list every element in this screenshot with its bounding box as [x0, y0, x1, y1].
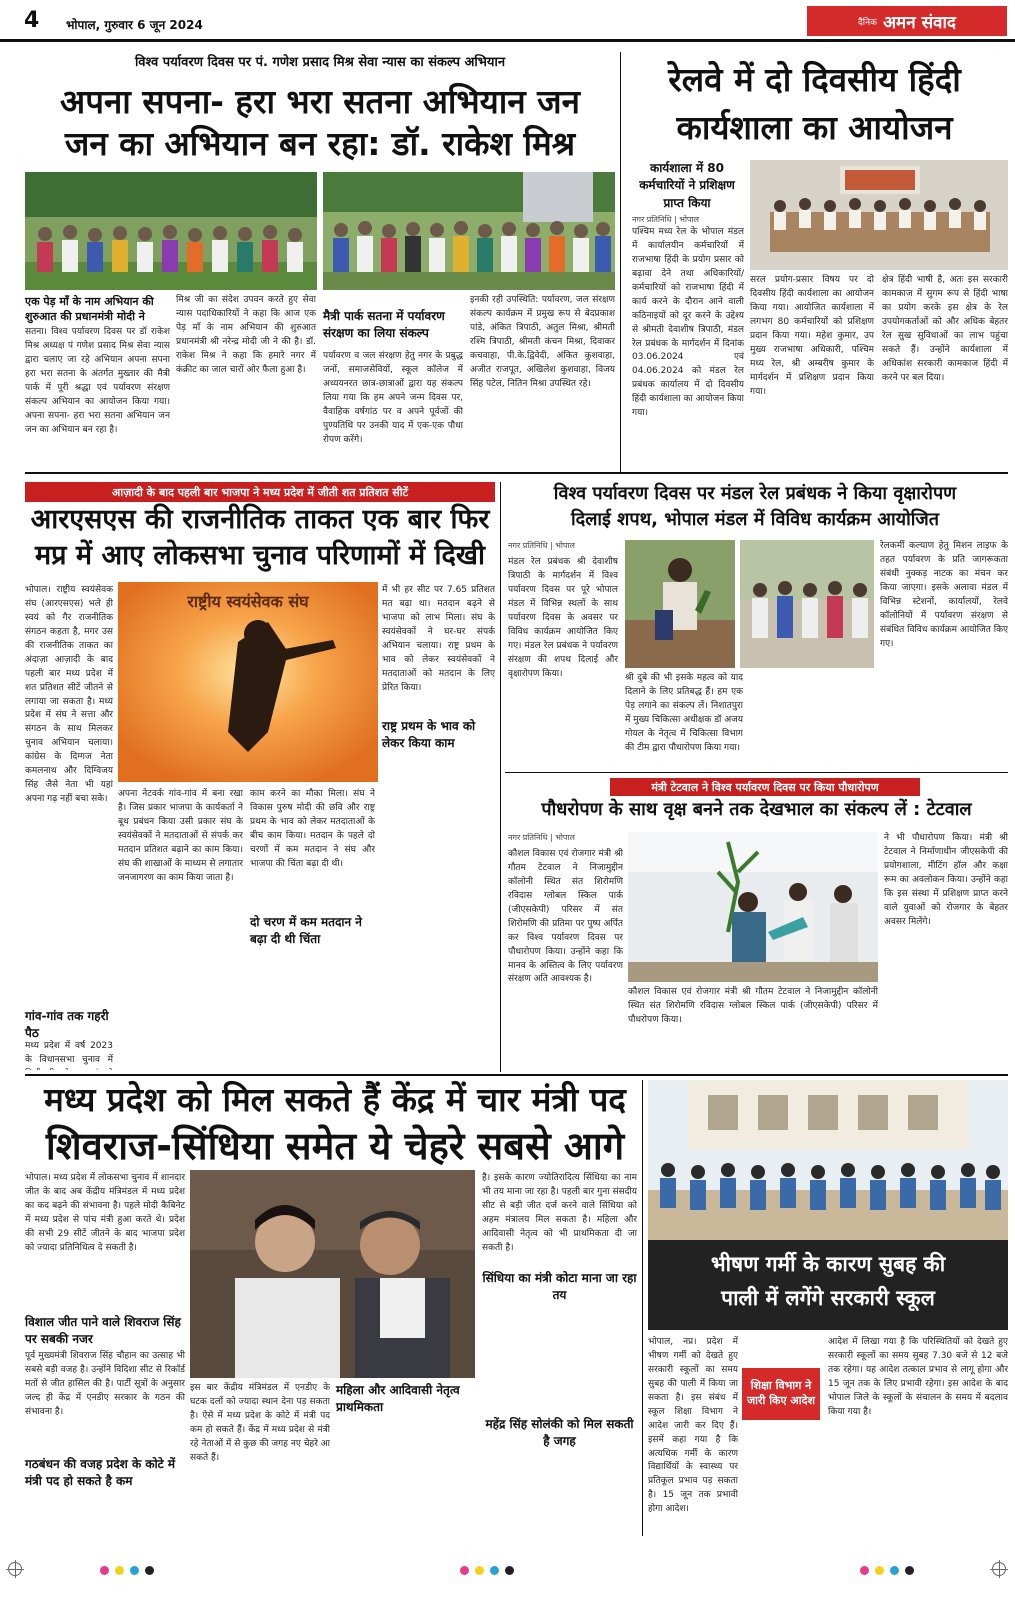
story6-subhead3: सिंधिया का मंत्री कोटा माना जा रहा तय — [482, 1271, 637, 1303]
story2-deck: कार्यशाला में 80 कर्मचारियों ने प्रशिक्षण प्राप्त किया — [639, 161, 735, 210]
registration-mark — [8, 1562, 22, 1576]
color-bar — [460, 1566, 514, 1575]
color-dot — [860, 1566, 869, 1575]
color-dot — [475, 1566, 484, 1575]
story2-body-col1: पश्चिम मध्य रेल के भोपाल मंडल में कार्यालयीन कर्मचारियों में राजभाषा हिंदी के प्रयोग प्रसार को बढ़ावा देने तथा अधिकारियों/कर्मचारियों को राजभाषा हिंदी में कार्य करने के दौरान आने वाली कठिनाइयों को दूर करने के उद्देश्य से श्रीमती देवाशीष त्रिपाठी, मंडल रेल प्रबंधक के मार्गदर्शन में दिनांक 03.06.2024 एवं 04.06.2024 को मंडल रेल प्रबंधक कार्यालय में दो दिवसीय हिंदी कार्यशाला का आयोजन किया गया। — [632, 227, 744, 419]
story1-body-col1: सतना। विश्व पर्यावरण दिवस पर डॉ राकेश मिश्र अध्यक्ष पं गणेश प्रसाद मिश्र सेवा न्यास द्वारा चलाए जा रहे अभियान अपना सपना हरा भरा सतना के अंतर्गत मुख्तार की मैत्री पार्क में पूरी श्रद्धा एवं पर्यावरण संरक्षण संकल्प अभियान का आयोजन किया गया। अपना सपना- हरा भरा सतना अभियान जन जन का अभियान बन रहा है। — [25, 327, 170, 435]
registration-mark — [992, 1562, 1006, 1576]
page-number: 4 — [24, 8, 40, 33]
color-dot — [490, 1566, 499, 1575]
section-divider — [505, 772, 1008, 773]
color-dot — [115, 1566, 124, 1575]
story1-body-col2: मिश्र जी का संदेश उपवन करते हुए सेवा न्यास पदाधिकारियों ने कहा कि आज एक पेड़ माँ के नाम अभियान की शुरुआत प्रधानमंत्री श्री नरेन्द्र मोदी जी ने की है। डॉ. राकेश मिश्र ने कहा कि हमारे नगर में कंक्रीट का जाल चारों ओर फैला हुआ है। — [176, 295, 316, 375]
story6-body-col3: है। इसके कारण ज्योतिरादित्य सिंधिया का नाम भी तय माना जा रहा है। पहली बार गुना संसदीय सीट से बड़ी जीत दर्ज करने वाले सिंधिया को अहम मंत्रालय मिल सकता है। महिला और आदिवासी नेतृत्व को भी प्राथमिकता दी जा सकती है। — [482, 1173, 637, 1253]
column-divider — [642, 1080, 643, 1536]
story3-headline-line1: आरएसएस की राजनीतिक ताकत एक बार फिर — [30, 504, 490, 535]
story4-headline-line2: दिलाई शपथ, भोपाल मंडल में विविध कार्यक्रम आयोजित — [570, 509, 940, 530]
color-dot — [100, 1566, 109, 1575]
story4-body-col2: श्री दुबे की भी इसके महत्व को याद दिलाने के लिए प्रतिबद्ध हैं। हम एक पेड़ लगाने का संकल्प लें। निशातपुरा में मुख्य चिकित्सा अधीक्षक डॉ अजय गोयल के नेतृत्व में चिकित्सा विभाग की टीम द्वारा पौधारोपण किया गया। — [625, 673, 743, 753]
color-dot — [875, 1566, 884, 1575]
story5-body-col1: कौशल विकास एवं रोजगार मंत्री श्री गौतम टेटवाल ने निजामुद्दीन कॉलोनी स्थित संत शिरोमणि रविदास ग्लोबल स्किल पार्क (जीएसकेपी) परिसर में संत शिरोमणि की प्रतिमा पर पुष्प अर्पित कर विश्व पर्यावरण दिवस पर पौधारोपण किया। उन्होंने कहा कि मानव के अस्तित्व के लिए पर्यावरण संरक्षण अति आवश्यक है। — [508, 849, 623, 985]
story5-headline: पौधरोपण के साथ वृक्ष बनने तक देखभाल का संकल्प लें : टेटवाल — [541, 799, 972, 820]
story6-subhead1: विशाल जीत पाने वाले शिवराज सिंह पर सबकी नजर — [25, 1315, 181, 1347]
story5-byline: नगर प्रतिनिधि | भोपाल — [508, 833, 575, 842]
story7-body-col1: भोपाल, नप्र। प्रदेश में भीषण गर्मी को देखते हुए सरकारी स्कूलों का समय सुबह की पाली में किया जा सकता है। इस संबंध में स्कूल शिक्षा विभाग ने आदेश जारी कर दिए हैं। इसमें कहा गया है कि अत्यधिक गर्मी के कारण विद्यार्थियों के स्वास्थ्य पर प्रतिकूल प्रभाव पड़ सकता है। 15 जून तक प्रभावी होगा आदेश। — [648, 1337, 738, 1515]
story3-subhead1: गांव-गांव तक गहरी पैठ — [25, 1009, 109, 1041]
story7-redbox: शिक्षा विभाग ने जारी किए आदेश — [742, 1368, 820, 1420]
story1-headline-line2: जन का अभियान बन रहा: डॉ. राकेश मिश्र — [64, 124, 576, 163]
color-dot — [890, 1566, 899, 1575]
story7-headline-line1: भीषण गर्मी के कारण सुबह की — [710, 1252, 946, 1276]
story6-headline-line1: मध्य प्रदेश को मिल सकते हैं केंद्र में चार मंत्री पद — [44, 1080, 626, 1119]
story7-headline-line2: पाली में लगेंगे सरकारी स्कूल — [721, 1286, 935, 1310]
story1-kicker: विश्व पर्यावरण दिवस पर पं. गणेश प्रसाद मिश्र सेवा न्यास का संकल्प अभियान — [134, 55, 506, 70]
story3-body-col3: काम करने का मौका मिला। संघ ने विकास पुरुष मोदी की छवि और राष्ट्र प्रथम के भाव को लेकर मतदाताओं के बीच काम किया। मतदान के पहले दो चरणों में कम मतदान ने संघ और भाजपा की चिंता बढ़ा दी थी। — [250, 789, 375, 869]
story6-body-col1: भोपाल। मध्य प्रदेश में लोकसभा चुनाव में शानदार जीत के बाद अब केंद्रीय मंत्रिमंडल में मध्य प्रदेश का कद बढ़ने की संभावना है। पहले मोदी कैबिनेट में मध्य प्रदेश से पांच मंत्री हुआ करते थे। प्रदेश की सभी 29 सीटें जीतने के बाद भाजपा प्रदेश को ज्यादा प्रतिनिधित्व दे सकती है। — [25, 1173, 185, 1253]
color-bar — [100, 1566, 154, 1575]
masthead-prefix: दैनिक — [858, 17, 878, 28]
story1-headline-line1: अपना सपना- हरा भरा सतना अभियान जन — [60, 82, 580, 121]
story1-photo-right — [323, 172, 615, 290]
story1-caption: एक पेड़ माँ के नाम अभियान की शुरुआत की प्रधानमंत्री मोदी ने — [25, 295, 154, 324]
story4-headline-line1: विश्व पर्यावरण दिवस पर मंडल रेल प्रबंधक ने किया वृक्षारोपण — [553, 483, 957, 504]
story3-body-col1b: मध्य प्रदेश में वर्ष 2023 के विधानसभा चुनाव में — [25, 1041, 113, 1065]
story1-photo-left — [25, 172, 317, 290]
column-divider — [500, 482, 501, 1072]
story1-subhead: मैत्री पार्क सतना में पर्यावरण संरक्षण का लिया संकल्प — [323, 309, 445, 341]
story5-photo — [628, 832, 878, 982]
story2-body-col2: सरल प्रयोग-प्रसार विषय पर दो दिवसीय हिंदी कार्यशाला का आयोजन किया गया। आयोजित कार्यशाला में लगभग 80 कर्मचारियों को प्रशिक्षण प्रदान किया गया। महेश कुमार, उप मुख्य राजभाषा अधिकारी, पश्चिम मध्य रेल, श्री अम्बरीष कुमार के मार्गदर्शन में प्रशिक्षण प्रदान किया गया। — [750, 275, 874, 397]
story7-body-col2: आदेश में लिखा गया है कि परिस्थितियों को देखते हुए सरकारी स्कूलों का समय सुबह 7.30 बजे से 12 बजे तक रहेगा। यह आदेश तत्काल प्रभाव से लागू होगा और 15 जून तक के लिए प्रभावी रहेगा। इस आदेश के बाद भोपाल जिले के स्कूलों के संचालन के समय में बदलाव किया गया है। — [828, 1337, 1008, 1417]
story2-headline-line1: रेलवे में दो दिवसीय हिंदी — [668, 60, 961, 99]
section-divider — [25, 1074, 1008, 1076]
story3-subhead2: राष्ट्र प्रथम के भाव को लेकर किया काम — [382, 719, 476, 751]
story4-byline: नगर प्रतिनिधि | भोपाल — [508, 541, 575, 550]
column-divider — [620, 52, 621, 472]
story6-subhead2: गठबंधन की वजह प्रदेश के कोटे में मंत्री पद हो सकते है कम — [25, 1457, 176, 1489]
story1-body-col4: इनकी रही उपस्थिति: पर्यावरण, जल संरक्षण संकल्प कार्यक्रम में प्रमुख रूप से बेदप्रकाश पांडे, अंकित त्रिपाठी, अतुल मिश्रा, श्रीमती रश्मि त्रिपाठी, श्रीमती कंचन मिश्रा, दिवाकर कचवाहा, पी.के.द्विवेदी, अंकित कुशवाहा, अजीत राजपूत, अखिलेश कुशवाहा, विजय सिंह पटेल, नितिन मिश्रा उपस्थित रहे। — [470, 295, 615, 389]
story3-body-col1: भोपाल। राष्ट्रीय स्वयंसेवक संघ (आरएसएस) भले ही स्वयं को गैर राजनीतिक संगठन कहता है, मगर उस की राजनीतिक ताकत का अंदाज़ा आज़ादी के बाद पहली बार मध्य प्रदेश में शत प्रतिशत सीटें जीतने से लगाया जा सकता है। मध्य प्रदेश में संघ ने सत्ता और संगठन के साथ मिलकर चुनाव अभियान चलाया। कांग्रेस के दिग्गज नेता कमलनाथ और दिग्विजय सिंह जैसे नेता भी यहां अपना गढ़ नहीं बचा सके। — [25, 585, 113, 805]
color-dot — [130, 1566, 139, 1575]
story4-photo-2 — [740, 540, 874, 668]
dateline: भोपाल, गुरुवार 6 जून 2024 — [66, 18, 203, 32]
story2-byline: नगर प्रतिनिधि | भोपाल — [632, 215, 699, 224]
story6-subhead5: महिला और आदिवासी नेतृत्व प्राथमिकता — [336, 1383, 460, 1415]
color-dot — [460, 1566, 469, 1575]
story3-body-col2: अपना नेटवर्क गांव-गांव में बना रखा है। जिस प्रकार भाजपा के कार्यकर्ता ने बूथ प्रबंधन किया उसी प्रकार संघ के स्वयंसेवकों ने मतदाताओं से संपर्क कर मतदान प्रतिशत बढ़ाने का काम किया। संघ की शाखाओं के माध्यम से लगातार जनजागरण का काम किया जाता है। — [118, 789, 243, 883]
story3-banner-image — [118, 582, 378, 782]
story2-photo — [750, 160, 1008, 270]
story3-body-col4: में भी हर सीट पर 7.65 प्रतिशत मत बढ़ा था। मतदान बढ़ने से भाजपा को लाभ मिला। संघ के स्वयंसेवकों ने घर-घर संपर्क अभियान चलाया। राष्ट्र प्रथम के भाव को लेकर स्वयंसेवकों ने मतदाताओं को मतदान के लिए प्रेरित किया। — [382, 585, 495, 693]
story5-kicker: मंत्री टेटवाल ने विश्व पर्यावरण दिवस पर किया पौधारोपण — [610, 778, 920, 796]
masthead — [807, 6, 1007, 36]
story3-subhead3: दो चरण में कम मतदान ने बढ़ा दी थी चिंता — [250, 915, 362, 947]
story3-headline-line2: मप्र में आए लोकसभा चुनाव परिणामों में दिखी — [35, 540, 485, 571]
story6-subhead4: महेंद्र सिंह सोलंकी को मिल सकती है जगह — [485, 1417, 634, 1449]
story4-photo-1 — [625, 540, 735, 668]
story3-banner-text: राष्ट्रीय स्वयंसेवक संघ — [187, 592, 309, 611]
story2-body-col3: क्षेत्र हिंदी भाषी है, अतः इस सरकारी कामकाज में सुगम रूप से हिंदी भाषा का प्रयोग करके इस क्षेत्र के रेल उपयोगकर्ताओं को और अधिक बेहतर रेल सुख सुविधाओं का लाभ पहुंचा सकते हैं। उन्होंने कार्यशाला में अधिकांश सरकारी कामकाज हिंदी में करने पर बल दिया। — [882, 275, 1008, 383]
color-bar — [860, 1566, 914, 1575]
color-dot — [505, 1566, 514, 1575]
story5-body-col2: ने भी पौधारोपण किया। मंत्री श्री टेटवाल ने निर्माणाधीन जीएसकेपी की प्रयोगशाला, मीटिंग हॉल और कक्षा रूम का अवलोकन किया। उन्होंने कहा कि इस संस्था में प्रशिक्षण प्राप्त करने वाले युवाओं को रोजगार के बेहतर अवसर मिलेंगे। — [884, 833, 1008, 927]
story6-headline-line2: शिवराज-सिंधिया समेत ये चेहरे सबसे आगे — [45, 1124, 625, 1168]
story3-kicker: आज़ादी के बाद पहली बार भाजपा ने मध्य प्रदेश में जीती शत प्रतिशत सीटें — [25, 482, 495, 502]
story4-body-col3: रेलकर्मी कल्याण हेतु मिशन लाइफ के तहत पर्यावरण के प्रति जागरूकता संबंधी नुक्कड़ नाटक का मंचन कर किया जाएगा। इसके अलावा मंडल में विभिन्न स्टेशनों, कार्यालयों, रेलवे कॉलोनियों में पर्यावरण संरक्षण से संबंधित विविध कार्यक्रम आयोजित किए गए। — [880, 541, 1008, 649]
story6-body-col1b: पूर्व मुख्यमंत्री शिवराज सिंह चौहान का उत्साह भी सबसे बड़ी वजह है। उन्होंने विदिशा सीट से रिकॉर्ड मतों से जीत हासिल की है। पार्टी सूत्रों के अनुसार जल्द ही केंद्र में एनडीए सरकार के गठन की संभावना है। — [25, 1351, 185, 1417]
color-dot — [905, 1566, 914, 1575]
story6-body-col2: इस बार केंद्रीय मंत्रिमंडल में एनडीए के घटक दलों को ज्यादा स्थान देना पड़ सकता है। ऐसे में मध्य प्रदेश के कोटे में मंत्री पद कम हो सकते हैं। केंद्र में मध्य प्रदेश से मंत्री रहे नेताओं में से कुछ की जगह नए चेहरे आ सकते हैं। — [190, 1383, 330, 1463]
section-divider — [25, 472, 1008, 474]
story7-photo — [648, 1080, 1008, 1240]
story5-caption: कौशल विकास एवं रोजगार मंत्री श्री गौतम टेटवाल ने निजामुद्दीन कॉलोनी स्थित संत शिरोमणि रविदास ग्लोबल स्किल पार्क (जीएसकेपी) परिसर में पौधरोपण किया। — [628, 987, 878, 1025]
story6-photo — [190, 1170, 475, 1378]
story2-headline-line2: कार्यशाला का आयोजन — [676, 108, 953, 147]
story4-body-col1: मंडल रेल प्रबंधक श्री देवाशीष त्रिपाठी के मार्गदर्शन में विश्व पर्यावरण दिवस पर पूरे भोपाल मंडल में विभिन्न स्थलों के साथ पर्यावरण दिवस के अवसर पर विविध कार्यक्रम आयोजित किए गए। मंडल रेल प्रबंधक ने पर्यावरण संरक्षण की शपथ दिलाई और वृक्षारोपण किया। — [508, 557, 618, 679]
masthead-name: अमन संवाद — [883, 12, 956, 33]
story1-body-col3: पर्यावरण व जल संरक्षण हेतु नगर के प्रबुद्ध जनों, समाजसेवियों, स्कूल कॉलेज में अध्ययनरत छात्र-छात्राओं द्वारा यह संकल्प लिया गया कि हम अपने जन्म दिवस पर, वैवाहिक वर्षगांठ पर व अपने पूर्वजों की पुण्यतिथि पर उनकी याद में एक-एक पौधा रोपण करेंगे। — [323, 351, 463, 445]
color-dot — [145, 1566, 154, 1575]
